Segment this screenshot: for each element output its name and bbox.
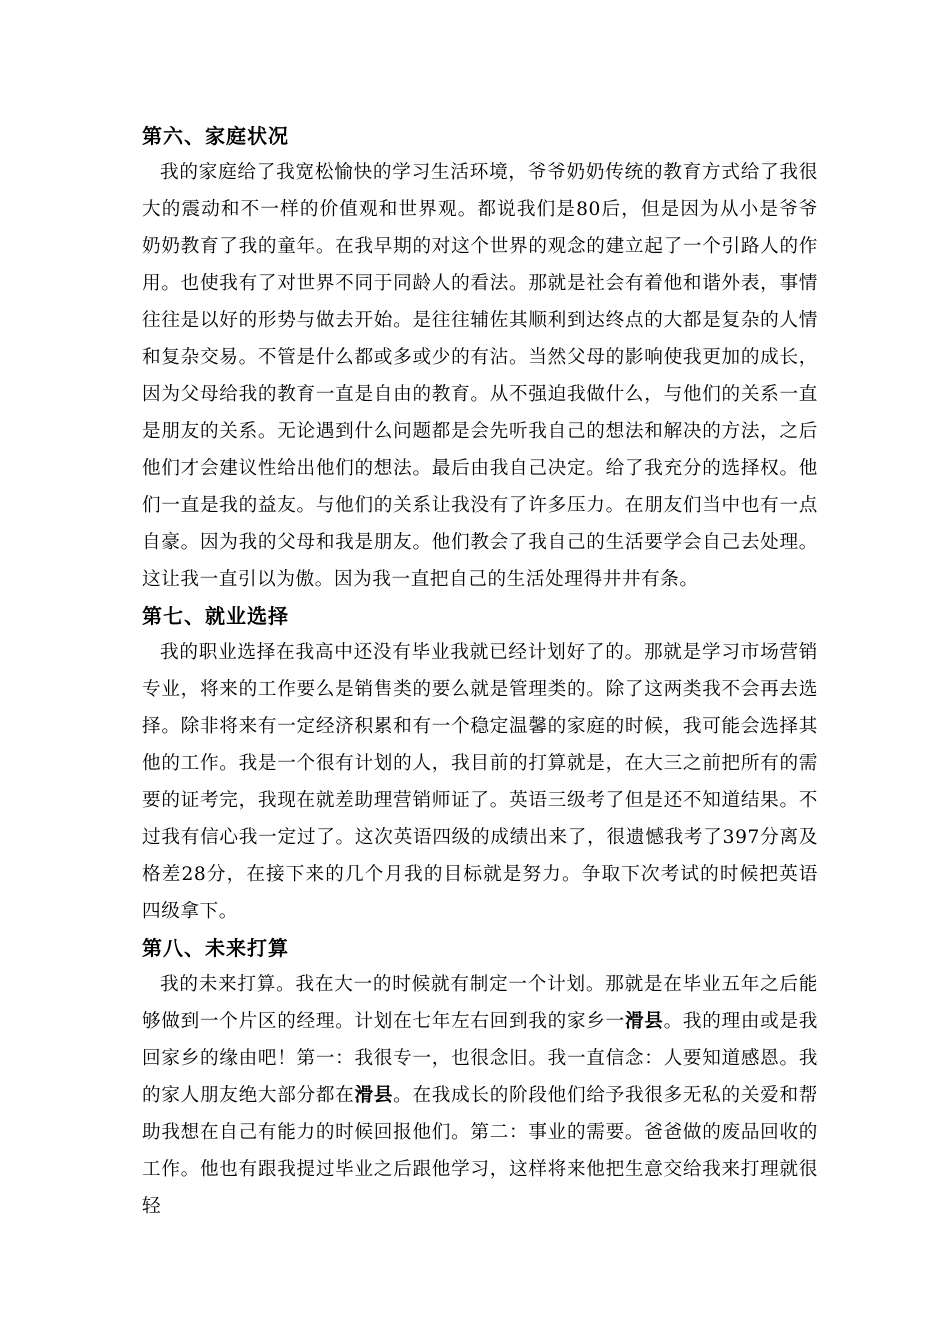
section-heading-career: 第七、就业选择: [142, 604, 289, 628]
paragraph-text-part-3: 。在我成长的阶段他们给予我很多无私的关爱和帮助我想在自己有能力的时候回报他们。第二：事业的需要。爸爸做的废品回收的工作。他也有跟我提过毕业之后跟他学习，这样将来他把生意交给我来打理就很轻: [142, 1085, 819, 1217]
hometown-name: 滑县: [624, 1011, 664, 1032]
section-heading-family: 第六、家庭状况: [142, 124, 289, 148]
document-body: [142, 118, 818, 1225]
paragraph-text-part-1: 我的未来打算。我在大一的时候就有制定一个计划。那就是在毕业五年之后能够做到一个片区的经理。计划在七年左右回到我的家乡一: [142, 974, 818, 1032]
section-heading-future: 第八、未来打算: [142, 936, 289, 960]
section-paragraph-future: [142, 966, 818, 1225]
hometown-name: 滑县: [354, 1085, 394, 1106]
section-paragraph-career: 我的职业选择在我高中还没有毕业我就已经计划好了的。那就是学习市场营销专业，将来的工作要么是销售类的要么就是管理类的。除了这两类我不会再去选择。除非将来有一定经济积累和有一个稳定温馨的家庭的时候，我可能会选择其他的工作。我是一个很有计划的人，我目前的打算就是，在大三之前把所有的需要的证考完，我现在就差助理营销师证了。英语三级考了但是还不知道结果。不过我有信心我一定过了。这次英语四级的成绩出来了，很遗憾我考了397分离及格差28分，在接下来的几个月我的目标就是努力。争取下次考试的时候把英语四级拿下。: [142, 642, 818, 922]
section-paragraph-family: 我的家庭给了我宽松愉快的学习生活环境，爷爷奶奶传统的教育方式给了我很大的震动和不一样的价值观和世界观。都说我们是80后，但是因为从小是爷爷奶奶教育了我的童年。在我早期的对这个世界的观念的建立起了一个引路人的作用。也使我有了对世界不同于同龄人的看法。那就是社会有着他和谐外表，事情往往是以好的形势与做去开始。是往往辅佐其顺利到达终点的大都是复杂的人情和复杂交易。不管是什么都或多或少的有沾。当然父母的影响使我更加的成长，因为父母给我的教育一直是自由的教育。从不强迫我做什么，与他们的关系一直是朋友的关系。无论遇到什么问题都是会先听我自己的想法和解决的方法，之后他们才会建议性给出他们的想法。最后由我自己决定。给了我充分的选择权。他们一直是我的益友。与他们的关系让我没有了许多压力。在朋友们当中也有一点自豪。因为我的父母和我是朋友。他们教会了我自己的生活要学会自己去处理。这让我一直引以为傲。因为我一直把自己的生活处理得井井有条。: [142, 162, 818, 590]
paragraph-text-part-2: 。我的理由或是我回家乡的缘由吧！第一：我很专一，也很念旧。我一直信念：人要知道感恩。我的家人朋友绝大部分都在: [142, 1011, 818, 1106]
